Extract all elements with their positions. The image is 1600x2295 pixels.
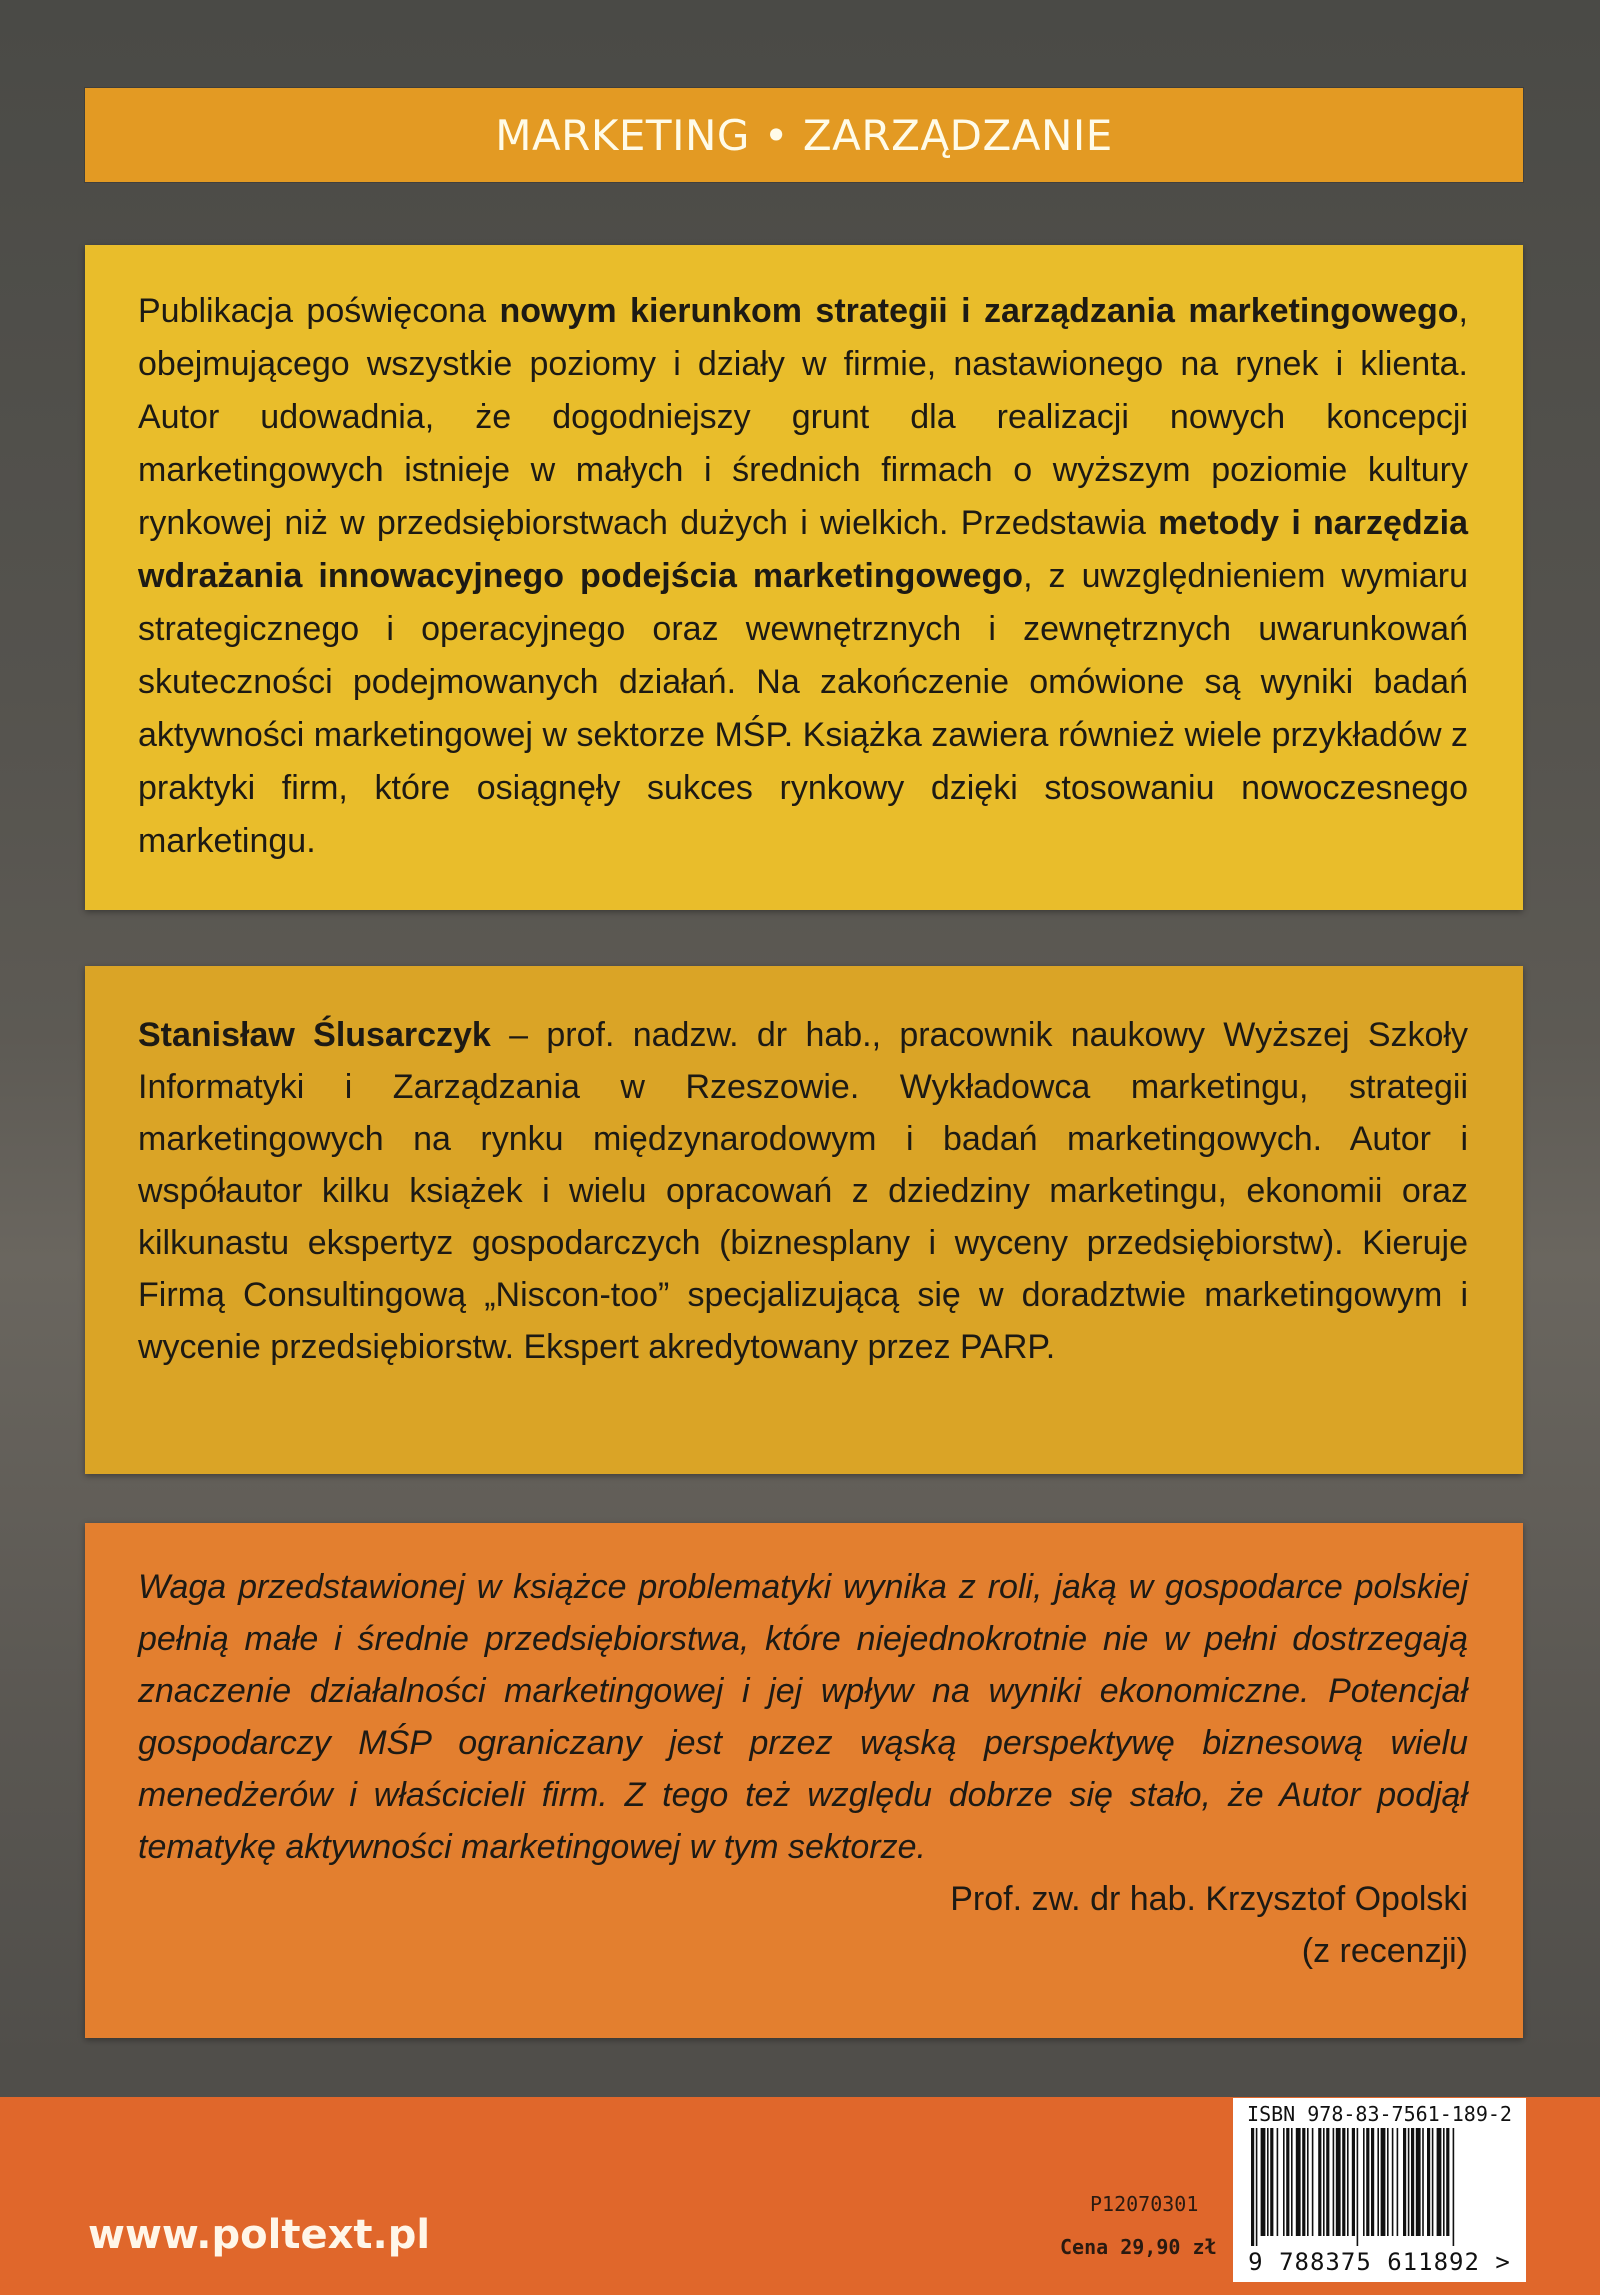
description-text bbox=[138, 285, 1468, 868]
barcode-icon bbox=[1239, 2128, 1520, 2246]
ean-digits: 9 788375 611892 > bbox=[1248, 2248, 1511, 2276]
review-quote: Waga przedstawionej w książce problematyki wynika z roli, jaką w gospodarce polskiej pełnią małe i średnie przedsiębiorstwa, które niejednokrotnie nie w pełni dostrzegają znaczenie działalności marketingowej i jej wpływ na wyniki ekonomiczne. Potencjał gospodarczy MŚP ograniczany jest przez wąską perspektywę biznesową wielu menedżerów i właścicieli firm. Z tego też względu dobrze się stało, że Autor podjął tematykę aktywności marketingowej w tym sektorze. bbox=[138, 1568, 1468, 1866]
description-highlight: metody i narzędzia wdrażania innowacyjnego podejścia marketingowego bbox=[138, 504, 1468, 595]
product-code: P12070301 bbox=[1090, 2192, 1199, 2216]
review-source: (z recenzji) bbox=[1301, 1932, 1468, 1970]
reviewer-name: Prof. zw. dr hab. Krzysztof Opolski bbox=[950, 1880, 1468, 1918]
barcode-panel bbox=[1233, 2098, 1526, 2282]
description-highlight: nowym kierunkom strategii i zarządzania marketingowego bbox=[499, 292, 1459, 330]
description-box bbox=[85, 245, 1523, 910]
description-part: Publikacja poświęcona bbox=[138, 292, 500, 330]
description-part: , obejmującego wszystkie poziomy i działy w firmie, nastawionego na rynek i klienta. Autor udowadnia, że dogodniejszy grunt dla realizacji nowych koncepcji marketingowych istnieje w małych i średnich firmach o wyższym poziomie kultury rynkowej niż w przedsiębiorstwach dużych i wielkich. Przedstawia bbox=[138, 292, 1468, 542]
category-banner bbox=[85, 88, 1523, 182]
author-box bbox=[85, 966, 1523, 1474]
price-label: Cena 29,90 zł bbox=[1060, 2235, 1217, 2259]
description-part: , z uwzględnieniem wymiaru strategicznego i operacyjnego oraz wewnętrznych i zewnętrznych uwarunkowań skuteczności podejmowanych działań. Na zakończenie omówione są wyniki badań aktywności marketingowej w sektorze MŚP. Książka zawiera również wiele przykładów z praktyki firm, które osiągnęły sukces rynkowy dzięki stosowaniu nowoczesnego marketingu. bbox=[138, 557, 1469, 860]
publisher-url: www.poltext.pl bbox=[88, 2212, 431, 2258]
author-name: Stanisław Ślusarczyk bbox=[138, 1016, 491, 1054]
review-box bbox=[85, 1523, 1523, 2038]
author-bio: – prof. nadzw. dr hab., pracownik naukowy Wyższej Szkoły Informatyki i Zarządzania w Rzeszowie. Wykładowca marketingu, strategii marketingowych na rynku międzynarodowym i badań marketingowych. Autor i współautor kilku książek i wielu opracowań z dziedziny marketingu, ekonomii oraz kilkunastu ekspertyz gospodarczych (biznesplany i wyceny przedsiębiorstw). Kieruje Firmą Consultingową „Niscon-too” specjalizującą się w doradztwie marketingowym i wycenie przedsiębiorstw. Ekspert akredytowany przez PARP. bbox=[138, 1016, 1468, 1366]
isbn-label: ISBN 978-83-7561-189-2 bbox=[1247, 2102, 1512, 2126]
author-text bbox=[138, 1009, 1468, 1373]
category-title: MARKETING • ZARZĄDZANIE bbox=[495, 110, 1113, 160]
